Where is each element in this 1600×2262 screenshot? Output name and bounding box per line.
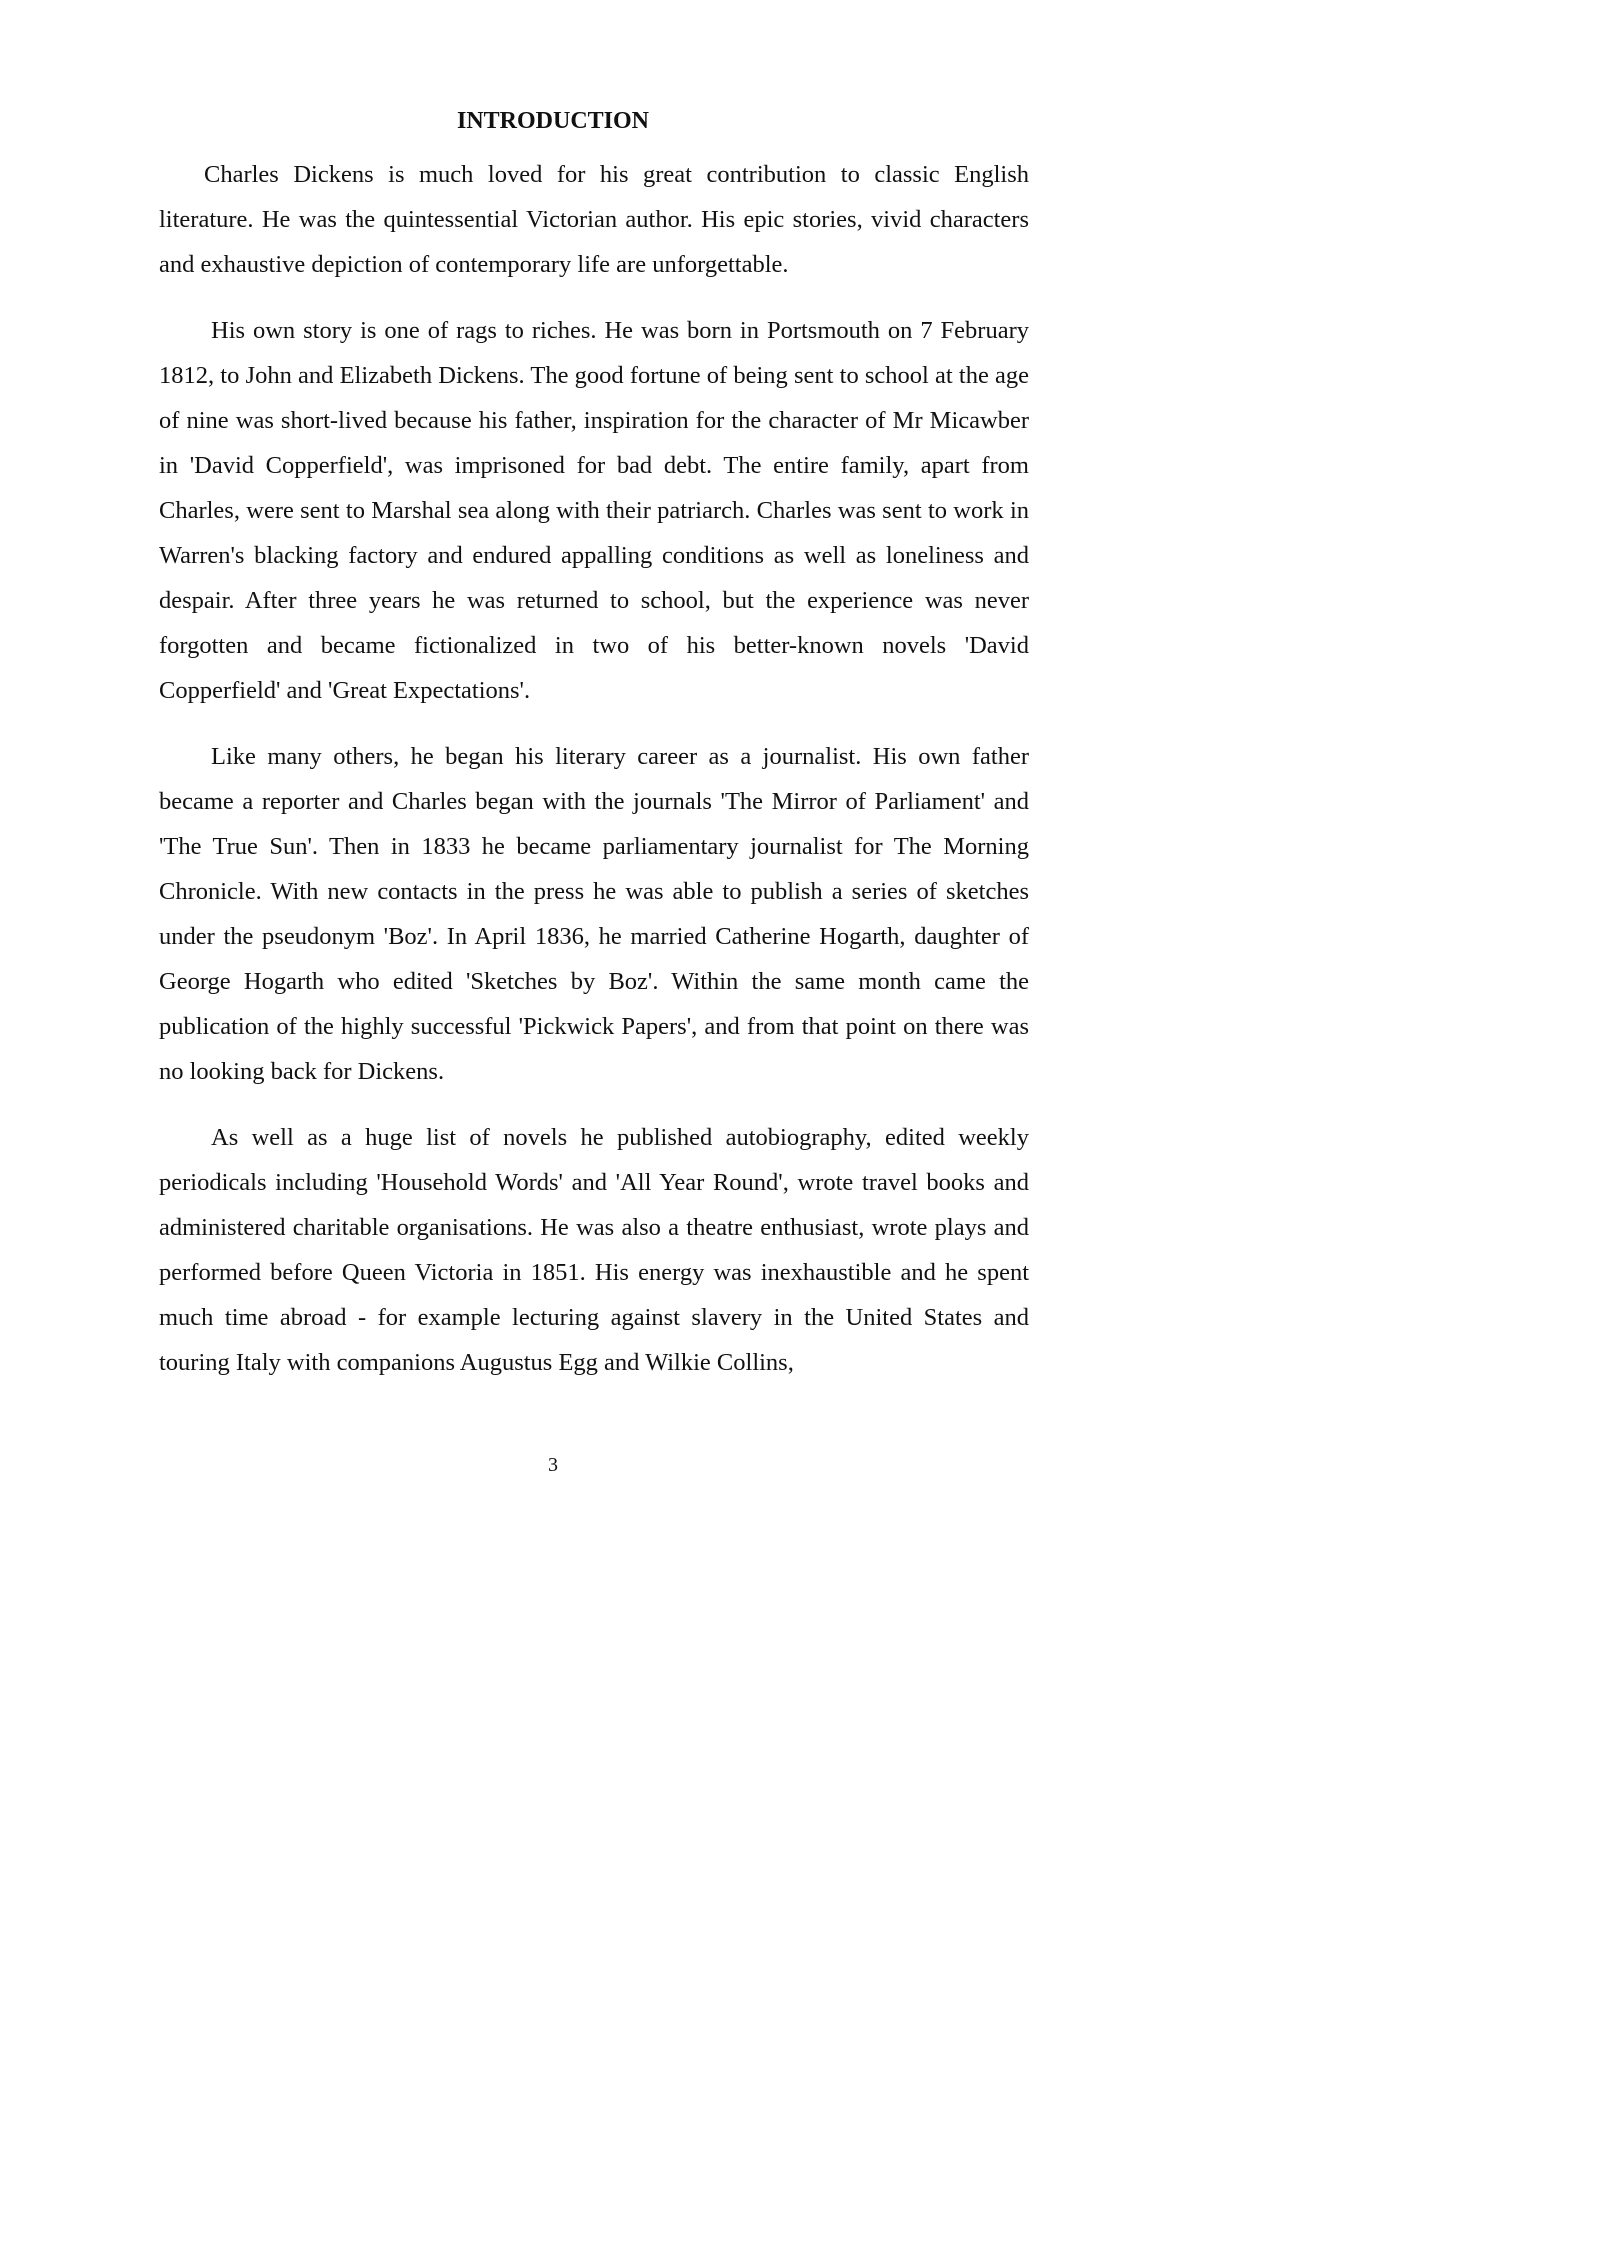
document-page [0, 0, 1106, 1563]
body-text [159, 152, 1029, 1406]
paragraph-1: Charles Dickens is much loved for his great contribution to classic English literature. He was the quintessential Victorian author. His epic stories, vivid characters and exhaustive depiction of contemporary life are unforgettable. [159, 161, 1029, 278]
paragraph-4: As well as a huge list of novels he published autobiography, edited weekly periodicals including 'Household Words' and 'All Year Round', wrote travel books and administered charitable organisations. He was also a theatre enthusiast, wrote plays and performed before Queen Victoria in 1851. His energy was inexhaustible and he spent much time abroad - for example lecturing against slavery in the United States and touring Italy with companions Augustus Egg and Wilkie Collins, [159, 1124, 1029, 1376]
paragraph-3: Like many others, he began his literary career as a journalist. His own father became a reporter and Charles began with the journals 'The Mirror of Parliament' and 'The True Sun'. Then in 1833 he became parliamentary journalist for The Morning Chronicle. With new contacts in the press he was able to publish a series of sketches under the pseudonym 'Boz'. In April 1836, he married Catherine Hogarth, daughter of George Hogarth who edited 'Sketches by Boz'. Within the same month came the publication of the highly successful 'Pickwick Papers', and from that point on there was no looking back for Dickens. [159, 743, 1029, 1085]
paragraph-2: His own story is one of rags to riches. He was born in Portsmouth on 7 February 1812, to John and Elizabeth Dickens. The good fortune of being sent to school at the age of nine was short-lived because his father, inspiration for the character of Mr Micawber in 'David Copperfield', was imprisoned for bad debt. The entire family, apart from Charles, were sent to Marshal sea along with their patriarch. Charles was sent to work in Warren's blacking factory and endured appalling conditions as well as loneliness and despair. After three years he was returned to school, but the experience was never forgotten and became fictionalized in two of his better-known novels 'David Copperfield' and 'Great Expectations'. [159, 317, 1029, 704]
page-title: INTRODUCTION [456, 108, 650, 134]
page-number: 3 [548, 1454, 558, 1476]
